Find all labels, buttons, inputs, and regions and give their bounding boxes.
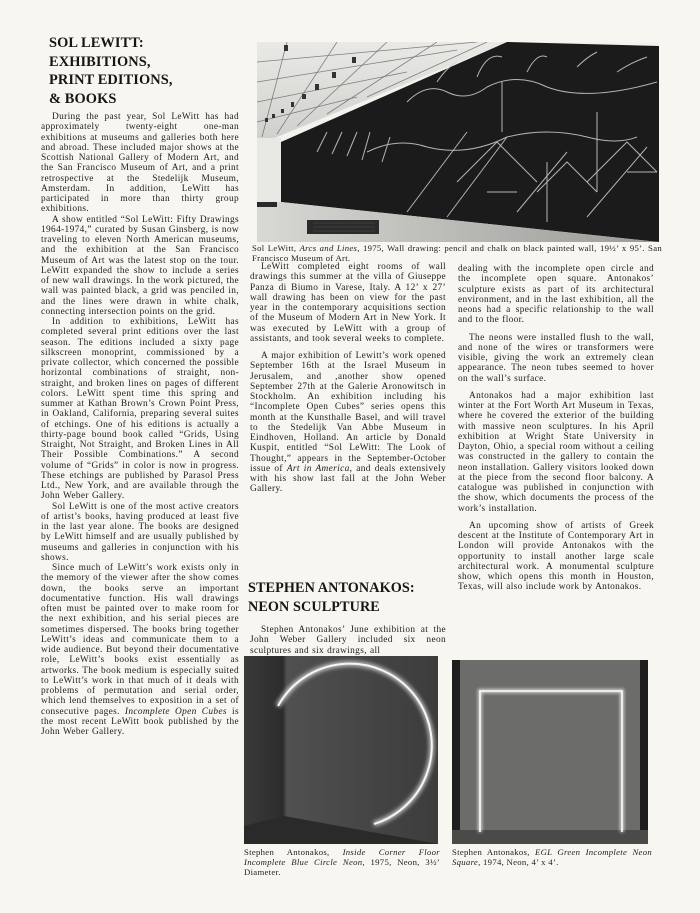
- neon-circle-caption: Stephen Antonakos, Inside Corner Floor Incomplete Blue Circle Neon, 1975, Neon, 3½’ Diameter.: [244, 847, 440, 878]
- neon-square-photo: [452, 660, 648, 844]
- lewitt-paragraph: Since much of LeWitt’s work exists only in the memory of the viewer after the show comes down, the books serve an important documentative function. His wall drawings often must be painted over to make room for the next exhibition, and his serial pieces are sometimes dispersed. The books bring together LeWitt’s ideas and communicate them to a wide audience. But beyond their documentative role, LeWitt’s books exist essentially as artworks. The book medium is especially suited to LeWitt’s work in that much of it deals with problems of permutation and serial order, which lend themselves to exposition in a set of consecutive pages. Incomplete Open Cubes is the most recent LeWitt book published by the John Weber Gallery.: [41, 563, 239, 737]
- lewitt-headline: [49, 34, 249, 108]
- neon-square-caption: Stephen Antonakos, EGL Green Incomplete Neon Square, 1974, Neon, 4’ x 4’.: [452, 847, 652, 868]
- lewitt-paragraph: A major exhibition of Lewitt’s work opened September 16th at the Israel Museum in Jerusalem, and ,another show opened September 27th at the Galerie Aronowitsch in Stockholm. An exhibition including his “Incomplete Open Cubes” series opens this month at the Kunsthalle Basel, and will travel to the Stedelijk Van Abbe Museum in Eindhoven, Holland. An article by Donald Kuspit, entitled “Sol LeWitt: The Look of Thought,” appears in the September-October issue of Art in America, and deals extensively with his show last fall at the John Weber Gallery.: [250, 351, 446, 495]
- book-title: Incomplete Open Cubes: [124, 706, 227, 717]
- wall-drawing-image: [257, 42, 659, 242]
- antonakos-paragraph: The neons were installed flush to the wall, and none of the wires or transformers were visible, giving the work an extremely clean appearance. The neon tubes seemed to hover on the wall’s surface.: [458, 332, 654, 384]
- antonakos-paragraph: Stephen Antonakos’ June exhibition at the John Weber Gallery included six neon sculptures and six drawings, all: [250, 625, 446, 656]
- artwork-title: Inside Corner Floor Incomplete Blue Circle Neon: [244, 847, 440, 868]
- neon-circle-photo: [244, 656, 438, 844]
- lewitt-paragraph: A show entitled “Sol LeWitt: Fifty Drawings 1964-1974,” curated by Susan Ginsberg, is now traveling to eleven North American museums, and the exhibition at the San Francisco Museum of Art was the latest stop on the tour. LeWitt expanded the show to include a series of new wall drawings. In the work pictured, the wall was painted black, a grid was penciled in, and the lines were drawn in white chalk, connecting intersection points on the grid.: [41, 214, 239, 317]
- lewitt-column-1: [41, 112, 239, 737]
- antonakos-paragraph: An upcoming show of artists of Greek descent at the Institute of Contemporary Art in London will provide Antonakos with the opportunity to install another large scale architectural work. A monumental sculpture show, which opens this month in Houston, Texas, will also include work by Antonakos.: [458, 520, 654, 593]
- lewitt-paragraph: LeWitt completed eight rooms of wall drawings this summer at the villa of Giuseppe Panza di Biumo in Varese, Italy. A 12’ x 27’ wall drawing has been on view for the past year in the contemporary acquisitions section of the Museum of Modern Art in New York. It was executed by LeWitt with a group of assistants, and took several weeks to complete.: [250, 262, 446, 344]
- headline-line: & BOOKS: [49, 90, 117, 107]
- artwork-title: EGL Green Incomplete Neon Square: [452, 847, 652, 868]
- antonakos-column-3: [458, 264, 654, 593]
- headline-line: STEPHEN ANTONAKOS:: [248, 580, 415, 596]
- magazine-title: Art in America: [286, 463, 350, 474]
- headline-line: PRINT EDITIONS,: [49, 72, 173, 89]
- antonakos-paragraph: Antonakos had a major exhibition last winter at the Fort Worth Art Museum in Texas, where he covered the exterior of the building with massive neon sculptures. In his April exhibition at Wright State University in Dayton, Ohio, a special room without a ceiling was constructed in the gallery to contain the neon installation. Gallery visitors looked down at the piece from the second floor balcony. A catalogue was published in conjunction with the show, which documents the process of the work’s installation.: [458, 390, 654, 514]
- neon-square-image: [452, 660, 648, 844]
- headline-line: SOL LEWITT:: [49, 35, 144, 51]
- lewitt-paragraph: Sol LeWitt is one of the most active creators of artist’s books, having produced at least five in the last year alone. The books are designed by LeWitt himself and are usually published by museums and galleries in conjunction with his shows.: [41, 501, 239, 563]
- headline-line: NEON SCULPTURE: [248, 598, 380, 615]
- headline-line: EXHIBITIONS,: [49, 53, 151, 70]
- wall-drawing-caption: Sol LeWitt, Arcs and Lines, 1975, Wall drawing: pencil and chalk on black painted wall, 19½’ x 95’. San Francisco Museum of Art.: [252, 243, 662, 264]
- wall-drawing-photo: [257, 42, 659, 242]
- artwork-title: Arcs and Lines: [299, 243, 358, 253]
- lewitt-column-2: [250, 262, 446, 495]
- neon-circle-image: [244, 656, 438, 844]
- lewitt-paragraph: In addition to exhibitions, LeWitt has completed several print editions over the last season. The editions included a sixty page silkscreen monoprint, commissioned by a private collector, which concerned the possible horizontal combinations of straight, non- straight, and broken lines on pages of different colors. LeWitt spent time this spring and summer at Kathan Brown’s Crown Point Press, in Oakland, California, preparing several suites of etchings. One of his editions is actually a thirty-page bound book called “Grids, Using Straight, Not Straight, and Broken Lines in All Their Possible Combinations.” A second volume of “Grids” in color is now in progress. These etchings are published by Parasol Press Ltd., New York, and are available through the John Weber Gallery.: [41, 317, 239, 502]
- antonakos-column-2: [250, 625, 446, 656]
- lewitt-paragraph: During the past year, Sol LeWitt has had approximately twenty-eight one-man exhibitions at museums and galleries both here and abroad. These included major shows at the Scottish National Gallery of Modern Art, and the San Francisco Museum of Art, and a print retrospective at the Stedelijk Museum, Amsterdam. In addition, LeWitt has participated in more than thirty group exhibitions.: [41, 112, 239, 215]
- antonakos-paragraph: dealing with the incomplete open circle and the incomplete open square. Antonakos’ sculpture exists as part of its architectural environment, and in the last exhibition, all the neons had a specific relationship to the wall and to the floor.: [458, 264, 654, 326]
- antonakos-headline: [248, 579, 458, 617]
